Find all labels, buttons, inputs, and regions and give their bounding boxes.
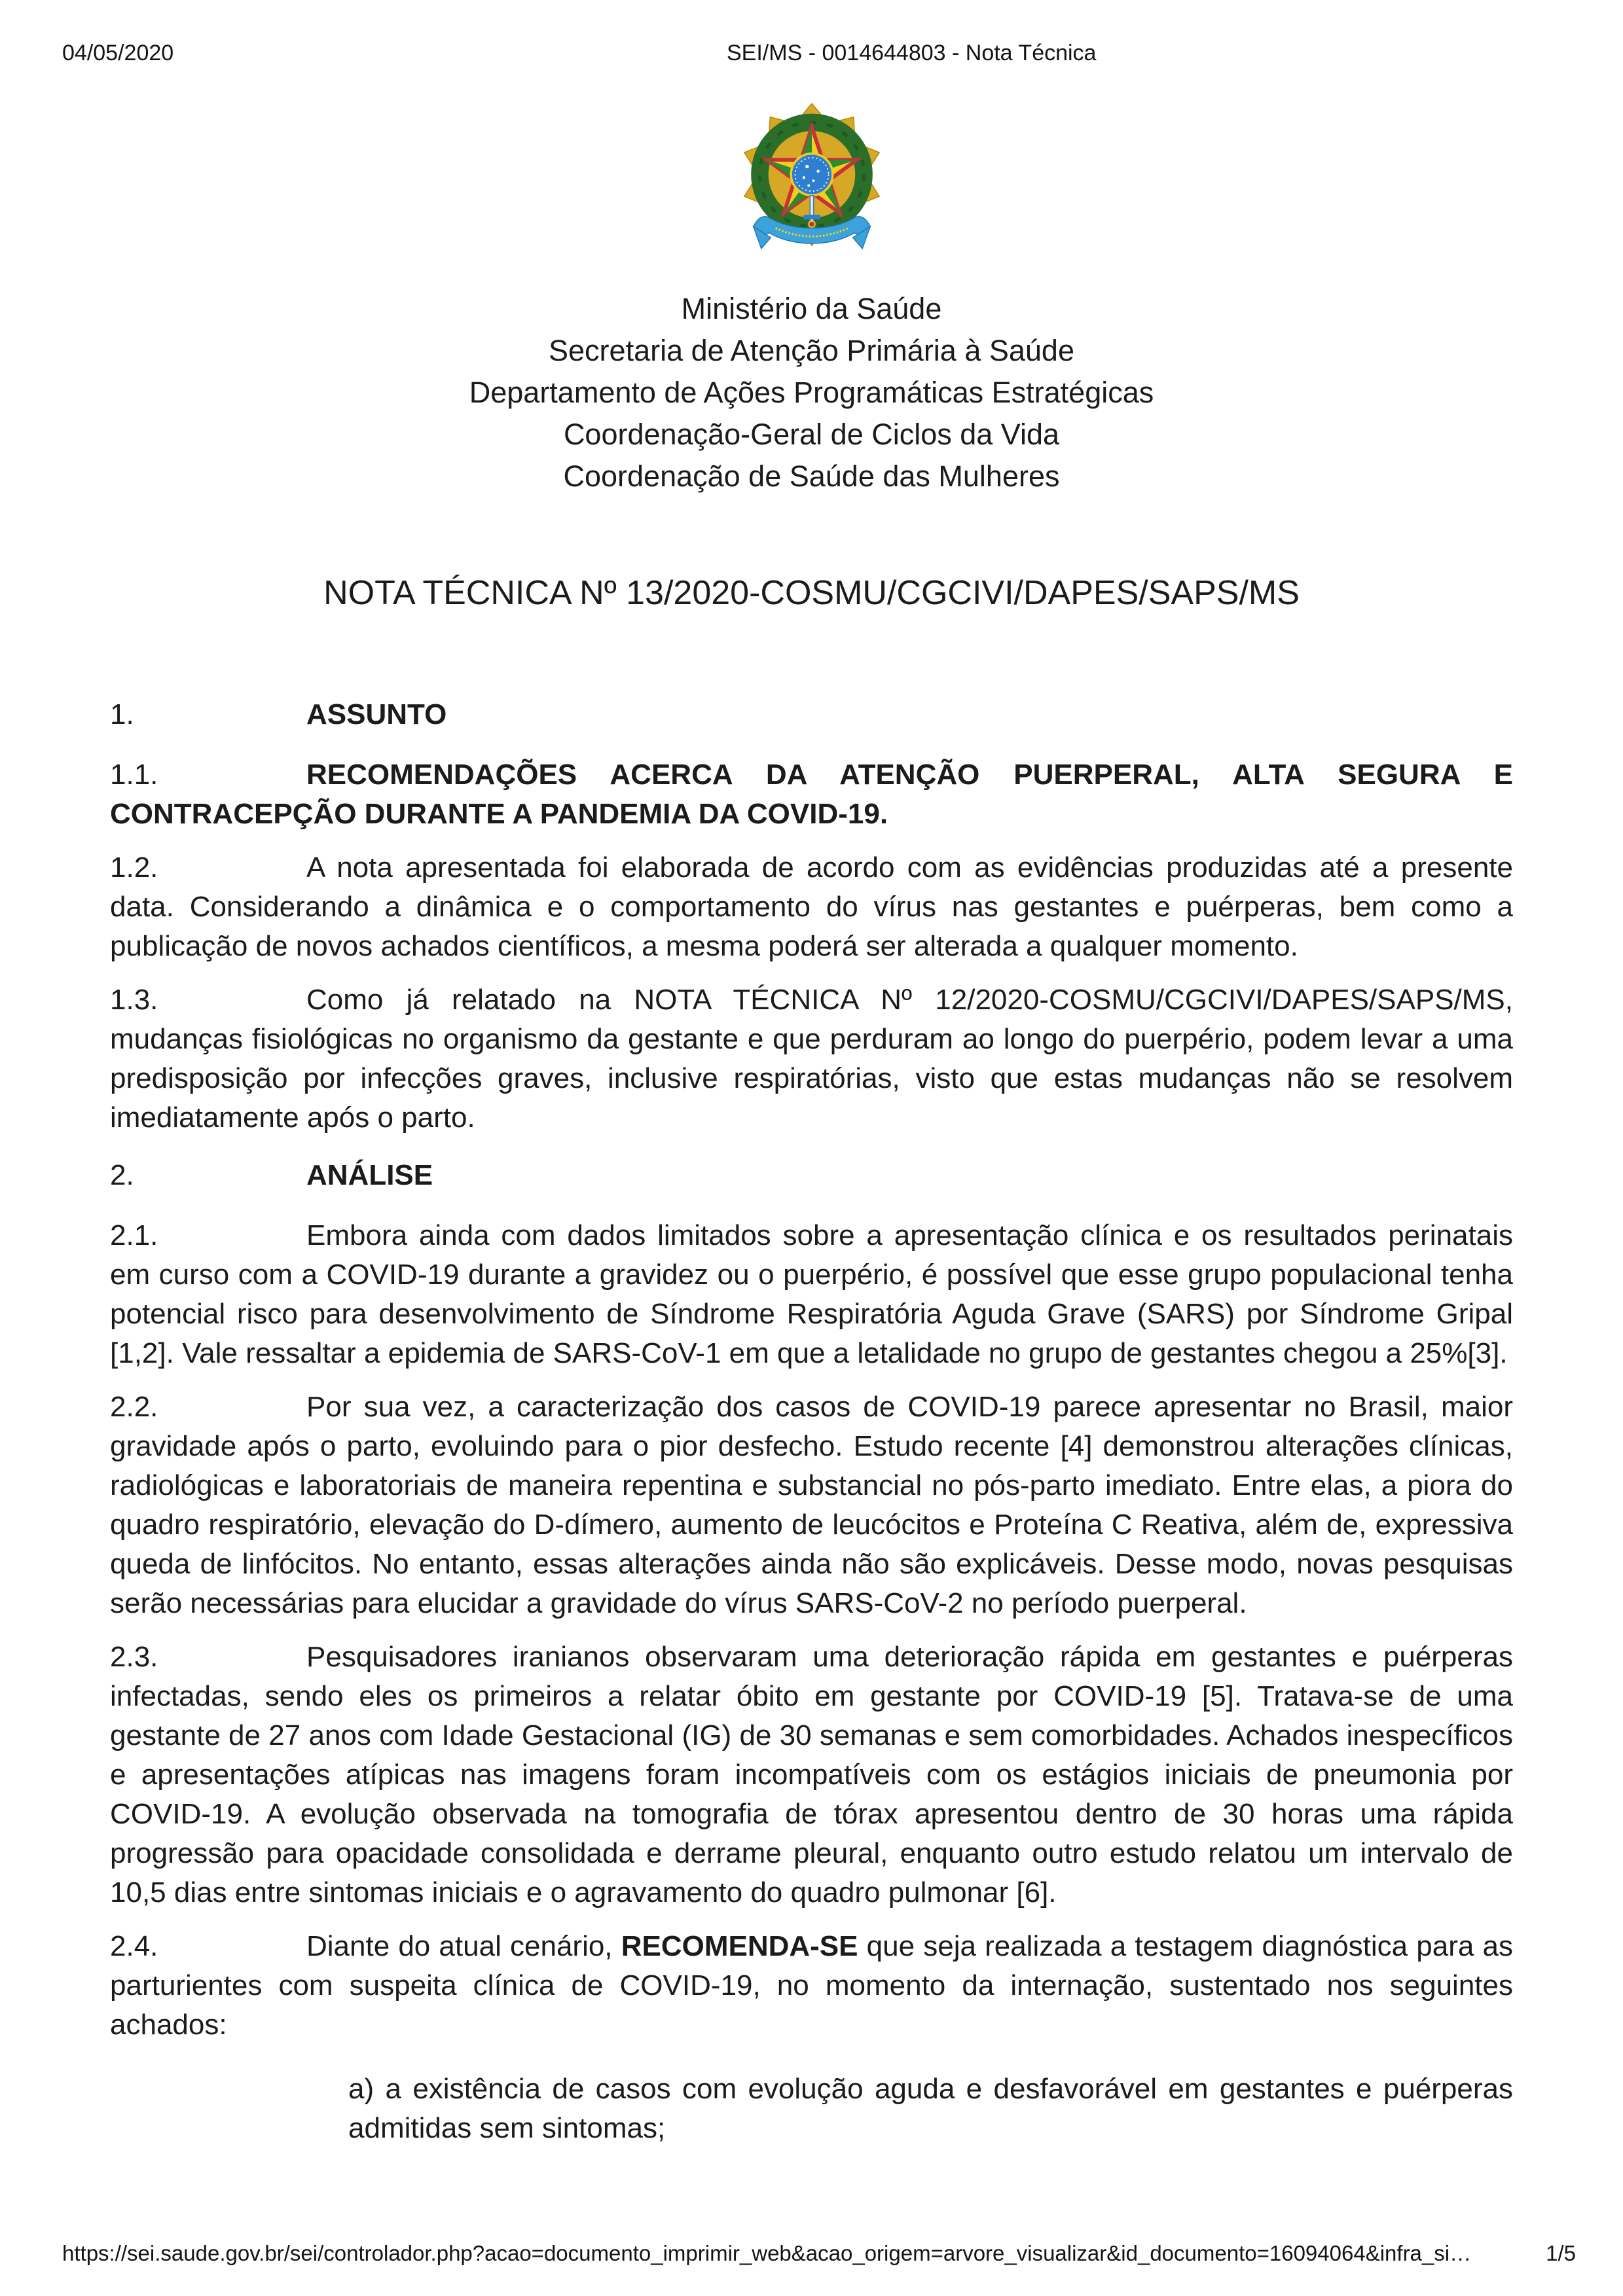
paragraph-text: Como já relatado na NOTA TÉCNICA Nº 12/2020-COSMU/CGCIVI/DAPES/SAPS/MS, mudanças fisiológicas no organismo da gestante e que perduram ao longo do puerpério, podem levar a uma predisposição por infecções graves, inclusive respiratórias, visto que estas mudanças não se resolvem imediatamente após o parto. xyxy=(110,984,1513,1134)
section-heading-analise xyxy=(110,1156,1513,1195)
document-title: NOTA TÉCNICA Nº 13/2020-COSMU/CGCIVI/DAPES/SAPS/MS xyxy=(323,574,1300,612)
paragraph-1-2 xyxy=(110,848,1513,966)
paragraph-2-1 xyxy=(110,1216,1513,1373)
org-line-ministerio: Ministério da Saúde xyxy=(681,292,942,325)
list-item-text: a existência de casos com evolução aguda e desfavorável em gestantes e puérperas admitidas sem sintomas; xyxy=(348,2073,1513,2144)
org-line-departamento: Departamento de Ações Programáticas Estratégicas xyxy=(469,376,1154,409)
section-number: 2. xyxy=(110,1159,134,1191)
paragraph-number: 2.2. xyxy=(110,1391,158,1423)
print-date: 04/05/2020 xyxy=(62,41,174,65)
paragraph-1-1 xyxy=(110,755,1513,834)
paragraph-text: RECOMENDAÇÕES ACERCA DA ATENÇÃO PUERPERAL, ALTA SEGURA E CONTRACEPÇÃO DURANTE A PANDEMIA DA COVID-19. xyxy=(110,759,1513,830)
document-body xyxy=(110,695,1513,2148)
brazil-coat-of-arms-icon xyxy=(733,103,891,264)
paragraph-number: 1.2. xyxy=(110,852,158,884)
paragraph-text: A nota apresentada foi elaborada de acordo com as evidências produzidas até a presente data. Considerando a dinâmica e o comportamento do vírus nas gestantes e puérperas, bem como a publicação de novos achados científicos, a mesma poderá ser alterada a qualquer momento. xyxy=(110,852,1513,962)
paragraph-number: 1.3. xyxy=(110,984,158,1016)
paragraph-number: 2.3. xyxy=(110,1641,158,1673)
paragraph-text: Embora ainda com dados limitados sobre a apresentação clínica e os resultados perinatais em curso com a COVID-19 durante a gravidez ou o puerpério, é possível que esse grupo populacional tenha potencial risco para desenvolvimento de Síndrome Respiratória Aguda Grave (SARS) por Síndrome Gripal [1,2]. Vale ressaltar a epidemia de SARS-CoV-1 em que a letalidade no grupo de gestantes chegou a 25%[3]. xyxy=(110,1219,1513,1369)
paragraph-text: Pesquisadores iranianos observaram uma deterioração rápida em gestantes e puérperas infectadas, sendo eles os primeiros a relatar óbito em gestante por COVID-19 [5]. Tratava-se de uma gestante de 27 anos com Idade Gestacional (IG) de 30 semanas e sem comorbidades. Achados inespecíficos e apresentações atípicas nas imagens foram incompatíveis com os estágios iniciais de pneumonia por COVID-19. A evolução observada na tomografia de tórax apresentou dentro de 30 horas uma rápida progressão para opacidade consolidada e derrame pleural, enquanto outro estudo relatou um intervalo de 10,5 dias entre sintomas iniciais e o agravamento do quadro pulmonar [6]. xyxy=(110,1641,1513,1909)
section-title: ANÁLISE xyxy=(306,1159,433,1191)
paragraph-1-3 xyxy=(110,980,1513,1138)
paragraph-text: Por sua vez, a caracterização dos casos de COVID-19 parece apresentar no Brasil, maior gravidade após o parto, evoluindo para o pior desfecho. Estudo recente [4] demonstrou alterações clínicas, radiológicas e laboratoriais de maneira repentina e substancial no pós-parto imediato. Entre elas, a piora do quadro respiratório, elevação do D-dímero, aumento de leucócitos e Proteína C Reativa, além de, expressiva queda de linfócitos. No entanto, essas alterações ainda não são explicáveis. Desse modo, novas pesquisas serão necessárias para elucidar a gravidade do vírus SARS-CoV-2 no período puerperal. xyxy=(110,1391,1513,1619)
section-title: ASSUNTO xyxy=(306,698,447,730)
org-heading-block xyxy=(0,288,1623,497)
print-footer xyxy=(62,2241,1576,2266)
paragraph-2-2 xyxy=(110,1388,1513,1623)
list-item-a xyxy=(348,2070,1513,2148)
paragraph-text-prefix: Diante do atual cenário, xyxy=(306,1930,621,1962)
org-line-coordenacao-geral: Coordenação-Geral de Ciclos da Vida xyxy=(563,418,1060,451)
document-reference: SEI/MS - 0014644803 - Nota Técnica xyxy=(727,41,1097,65)
paragraph-text-emphasis: RECOMENDA-SE xyxy=(621,1930,858,1962)
footer-url: https://sei.saude.gov.br/sei/controlador.php?acao=documento_imprimir_web&acao_origem=arvore_visualizar&id_documento=16094064&infra_si… xyxy=(62,2241,1472,2265)
org-line-coordenacao-saude-mulheres: Coordenação de Saúde das Mulheres xyxy=(563,459,1060,493)
footer-page-number: 1/5 xyxy=(1546,2241,1576,2265)
paragraph-number: 2.1. xyxy=(110,1219,158,1251)
section-number: 1. xyxy=(110,698,134,730)
paragraph-text-suffix: que seja realizada a testagem diagnóstica para as parturientes com suspeita clínica de COVID-19, no momento da internação, sustentado nos seguintes achados: xyxy=(110,1930,1513,2041)
org-line-secretaria: Secretaria de Atenção Primária à Saúde xyxy=(549,334,1074,367)
paragraph-2-3 xyxy=(110,1638,1513,1912)
paragraph-number: 1.1. xyxy=(110,759,158,791)
list-item-marker: a) xyxy=(348,2073,374,2105)
paragraph-number: 2.4. xyxy=(110,1930,158,1962)
section-heading-assunto xyxy=(110,695,1513,734)
paragraph-2-4 xyxy=(110,1927,1513,2045)
